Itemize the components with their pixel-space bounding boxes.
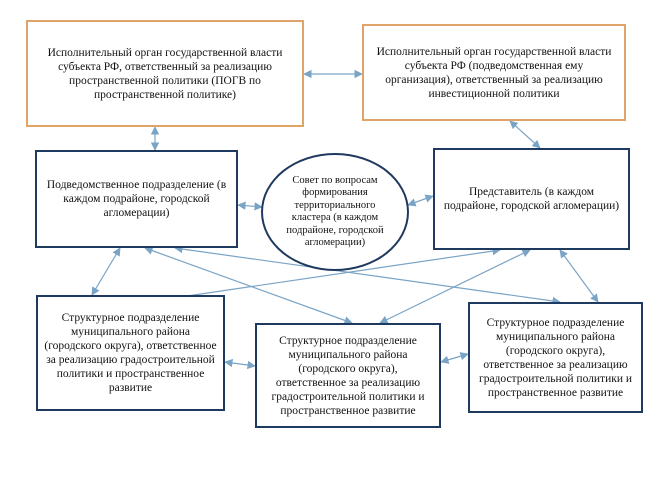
arrow-top-right-to-mid-right bbox=[510, 121, 540, 148]
node-bottom-center bbox=[255, 323, 441, 428]
arrow-bottom-center-to-bottom-right bbox=[441, 354, 468, 362]
arrow-mid-left-to-center bbox=[238, 205, 262, 207]
node-bottom-right bbox=[468, 302, 643, 413]
node-mid-left bbox=[35, 150, 238, 248]
arrow-center-to-mid-right bbox=[408, 196, 433, 205]
node-center-council bbox=[261, 153, 409, 271]
node-mid-right bbox=[433, 148, 630, 250]
node-mid-right-text: Представитель (в каждом подрайоне, городской агломерации) bbox=[443, 186, 620, 212]
node-bottom-center-text: Структурное подразделение муниципального района (городского округа), ответственное за реализацию градостроительной политики и пространственное развитие bbox=[271, 334, 425, 417]
node-top-left-text: Исполнительный орган государственной власти субъекта РФ, ответственный за реализацию пространственной политики (ПОГВ по пространственной политике) bbox=[47, 46, 283, 101]
node-bottom-right-text: Структурное подразделение муниципального района (городского округа), ответственное за реализацию градостроительной политики и пространственное развитие bbox=[478, 316, 633, 399]
arrow-mid-right-to-bottom-right bbox=[560, 250, 598, 302]
node-bottom-left bbox=[36, 295, 225, 411]
node-mid-left-text: Подведомственное подразделение (в каждом подрайоне, городской агломерации) bbox=[46, 179, 227, 219]
arrow-mid-left-to-bottom-left bbox=[92, 248, 120, 295]
node-center-council-text: Совет по вопросам формирования территориального кластера (в каждом подрайоне, городской агломерации) bbox=[286, 174, 384, 248]
node-top-right-text: Исполнительный орган государственной власти субъекта РФ (подведомственная ему организация), ответственный за реализацию инвестиционной политики bbox=[376, 45, 612, 100]
node-top-left bbox=[26, 20, 304, 127]
node-top-right bbox=[362, 24, 626, 121]
node-bottom-left-text: Структурное подразделение муниципального района (городского округа), ответственное за реализацию градостроительной политики и пространственное развитие bbox=[44, 312, 217, 394]
arrow-bottom-left-to-bottom-center bbox=[225, 362, 255, 366]
